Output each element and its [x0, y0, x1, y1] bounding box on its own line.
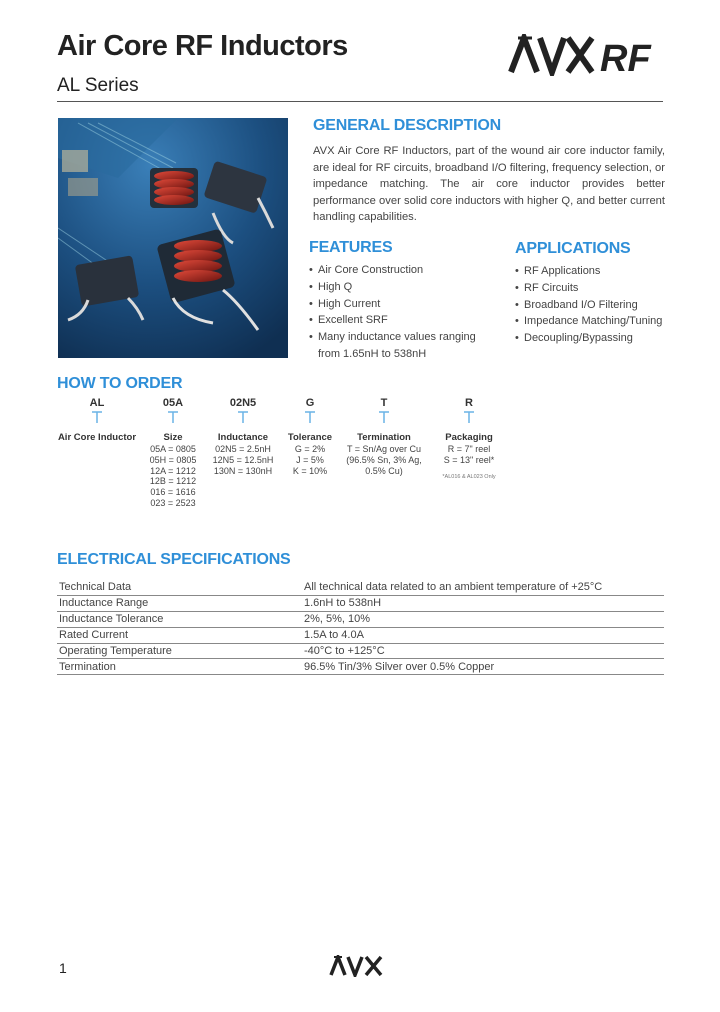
spec-value: -40°C to +125°C — [302, 643, 664, 659]
order-label-tolerance: Tolerance — [287, 432, 333, 443]
page-title: Air Core RF Inductors — [57, 30, 348, 62]
table-row — [57, 659, 664, 675]
applications-heading: APPLICATIONS — [515, 240, 631, 257]
tee-connector-icon — [378, 411, 390, 423]
table-row — [57, 580, 664, 595]
order-option: 05H = 0805 — [149, 454, 197, 465]
order-options-packaging — [421, 444, 517, 466]
table-row — [57, 611, 664, 627]
applications-item: • Impedance Matching/Tuning — [515, 313, 675, 330]
order-option: J = 5% — [296, 454, 324, 465]
features-item: • High Q — [309, 279, 499, 296]
applications-item: • Broadband I/O Filtering — [515, 297, 675, 314]
spec-value: 1.6nH to 538nH — [302, 595, 664, 611]
product-photo — [58, 118, 288, 358]
order-option: K = 10% — [292, 465, 328, 476]
spec-value: All technical data related to an ambient temperature of +25°C — [302, 580, 664, 595]
avx-rf-logo — [508, 34, 666, 76]
spec-name: Rated Current — [57, 627, 302, 643]
order-option: R = 7" reel — [447, 444, 491, 454]
electrical-specifications-heading: ELECTRICAL SPECIFICATIONS — [57, 551, 291, 568]
applications-item: • RF Circuits — [515, 280, 675, 297]
page-number: 1 — [59, 960, 67, 976]
order-label-size: Size — [163, 432, 183, 443]
general-description-heading: GENERAL DESCRIPTION — [313, 117, 501, 134]
order-option: 12B = 1212 — [149, 476, 197, 487]
order-code-termination: T — [380, 397, 388, 409]
tee-connector-icon — [237, 411, 249, 423]
electrical-specifications-table — [57, 580, 664, 675]
tee-connector-icon — [304, 411, 316, 423]
spec-name: Inductance Tolerance — [57, 611, 302, 627]
how-to-order-heading: HOW TO ORDER — [57, 375, 183, 392]
features-item: • Excellent SRF — [309, 312, 499, 329]
order-code-packaging: R — [465, 397, 473, 409]
spec-value: 1.5A to 4.0A — [302, 627, 664, 643]
svg-text:RF: RF — [600, 38, 651, 76]
order-option: G = 2% — [294, 444, 326, 454]
tee-connector-icon — [167, 411, 179, 423]
order-option: 016 = 1616 — [150, 487, 196, 498]
order-option: 02N5 = 2.5nH — [215, 444, 271, 454]
order-option: 12A = 1212 — [150, 465, 196, 476]
order-option: (96.5% Sn, 3% Ag, — [346, 454, 422, 465]
order-label-packaging: Packaging — [445, 432, 493, 443]
features-list — [309, 262, 499, 363]
packaging-footnote: *AL016 & AL023 Only — [442, 474, 496, 480]
spec-value: 2%, 5%, 10% — [302, 611, 664, 627]
applications-list — [515, 263, 675, 347]
order-option: S = 13" reel* — [443, 454, 495, 465]
spec-name: Operating Temperature — [57, 643, 302, 659]
applications-item: • RF Applications — [515, 263, 675, 280]
order-option: T = Sn/Ag over Cu — [346, 444, 422, 454]
applications-item: • Decoupling/Bypassing — [515, 330, 675, 347]
features-item: • High Current — [309, 296, 499, 313]
order-code-prefix: AL — [89, 397, 105, 409]
order-code-size: 05A — [162, 397, 184, 409]
series-subtitle: AL Series — [57, 75, 139, 96]
inductor-image — [58, 118, 288, 358]
table-row — [57, 643, 664, 659]
tee-connector-icon — [463, 411, 475, 423]
order-option: 05A = 0805 — [150, 444, 196, 454]
tee-connector-icon — [91, 411, 103, 423]
table-row — [57, 595, 664, 611]
features-item: • Air Core Construction — [309, 262, 499, 279]
order-label-inductance: Inductance — [217, 432, 269, 443]
order-options-termination — [336, 444, 432, 476]
spec-name: Technical Data — [57, 580, 302, 595]
order-option: 0.5% Cu) — [365, 465, 403, 476]
avx-footer-logo — [329, 955, 391, 977]
features-item: • Many inductance values ranging from 1.65nH to 538nH — [309, 329, 499, 363]
order-code-tolerance: G — [305, 397, 315, 409]
order-label-type: Air Core Inductor — [57, 432, 137, 443]
order-label-termination: Termination — [357, 432, 411, 443]
table-row — [57, 627, 664, 643]
spec-name: Termination — [57, 659, 302, 675]
spec-value: 96.5% Tin/3% Silver over 0.5% Copper — [302, 659, 664, 675]
general-description-text: AVX Air Core RF Inductors, part of the wound air core inductor family, are ideal for RF circuits, broadband I/O filtering, frequency selection, or impedance matching. The air core inductor provides better performance over solid core inductors with higher Q, and better current handling capabilities. — [313, 145, 665, 223]
header-divider — [57, 101, 663, 102]
order-option: 023 = 2523 — [150, 497, 196, 508]
order-option: 130N = 130nH — [213, 465, 273, 476]
order-option: 12N5 = 12.5nH — [212, 454, 274, 465]
order-code-inductance: 02N5 — [229, 397, 257, 409]
spec-name: Inductance Range — [57, 595, 302, 611]
features-heading: FEATURES — [309, 239, 393, 256]
